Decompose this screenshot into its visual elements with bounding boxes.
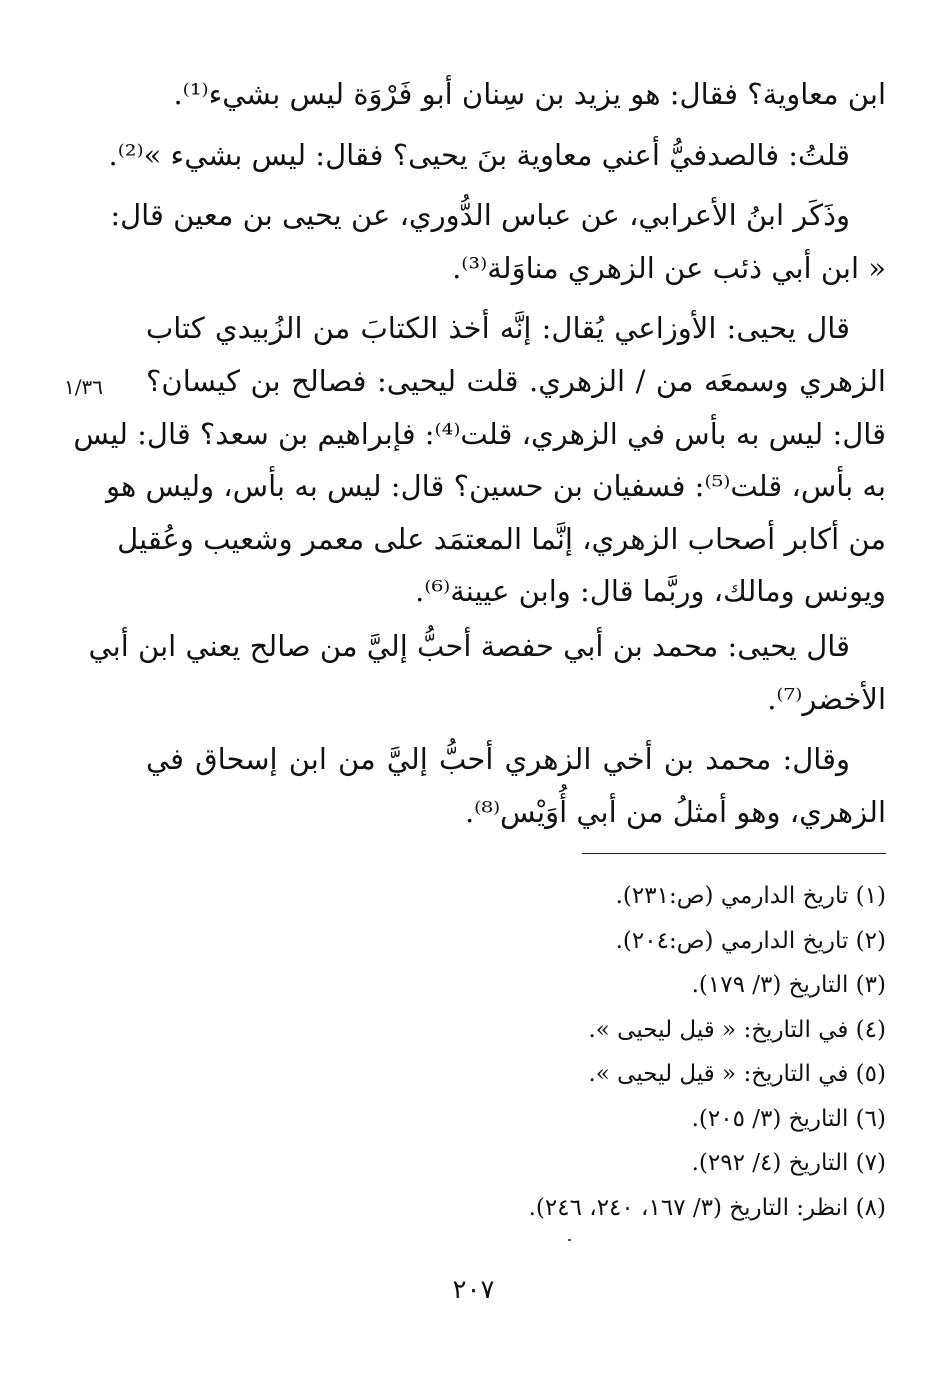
text-line: قال يحيى: محمد بن أبي حفصة أحبُّ إليَّ من صالح يعني ابن أبي (88, 628, 850, 663)
text-line: الأخضر⁽⁷⁾. (767, 681, 886, 716)
text-line: به بأس، قلت⁽⁵⁾: فسفيان بن حسين؟ قال: ليس به بأس، وليس هو (106, 469, 886, 504)
text-line: ويونس ومالك، وربَّما قال: وابن عيينة⁽⁶⁾. (415, 574, 886, 609)
paragraph-2 (108, 129, 886, 182)
paragraph-6 (146, 733, 886, 838)
margin-volume-page-reference: ١/٣٦ (64, 375, 103, 399)
paragraph-1 (146, 68, 886, 121)
footnote: (٨) انظر: التاريخ (٣/ ١٦٧، ٢٤٠، ٢٤٦). (528, 1194, 886, 1221)
page-number: ٢٠٧ (452, 1275, 495, 1305)
text-line: وذَكَر ابنُ الأعرابي، عن عباس الدُّوري، عن يحيى بن معين قال: (110, 198, 850, 233)
paragraph-3 (110, 189, 886, 294)
footnote: (٢) تاريخ الدارمي (ص:٢٠٤). (615, 927, 886, 954)
text-line: الزهري وسمعَه من / الزهري. قلت ليحيى: فصالح بن كيسان؟ (146, 363, 886, 398)
text-line: وقال: محمد بن أخي الزهري أحبُّ إليَّ من ابن إسحاق في (146, 742, 850, 777)
footnote-separator-rule (582, 853, 886, 854)
text-line: ابن معاوية؟ فقال: هو يزيد بن سِنان أبو فَرْوَة ليس بشيء⁽¹⁾. (173, 77, 886, 111)
footnote: (٣) التاريخ (٣/ ١٧٩). (691, 972, 886, 998)
footnote: (٦) التاريخ (٣/ ٢٠٥). (691, 1105, 886, 1132)
text-line: الزهري، وهو أمثلُ من أبي أُوَيْس⁽⁸⁾. (464, 794, 886, 829)
footnote: (١) تاريخ الدارمي (ص:٢٣١). (615, 883, 886, 909)
text-line: من أكابر أصحاب الزهري، إنَّما المعتمَد على معمر وشعيب وعُقيل (117, 521, 886, 556)
footnote: (٤) في التاريخ: « قيل ليحيى ». (588, 1016, 886, 1043)
footnote: (٧) التاريخ (٤/ ٢٩٢). (691, 1150, 886, 1176)
text-line: « ابن أبي ذئب عن الزهري مناوَلة⁽³⁾. (452, 250, 886, 285)
paragraph-5 (88, 620, 886, 725)
footnotes (146, 874, 886, 1230)
text-line: قلتُ: فالصدفيُّ أعني معاوية بنَ يحيى؟ فقال: ليس بشيء »⁽²⁾. (108, 137, 850, 172)
scan-speck (568, 1239, 571, 1241)
text-line: قال: ليس به بأس في الزهري، قلت⁽⁴⁾: فإبراهيم بن سعد؟ قال: ليس (73, 416, 886, 451)
footnote: (٥) في التاريخ: « قيل ليحيى ». (588, 1061, 886, 1087)
text-line: قال يحيى: الأوزاعي يُقال: إنَّه أخذ الكتابَ من الزُبيدي كتاب (146, 311, 850, 346)
